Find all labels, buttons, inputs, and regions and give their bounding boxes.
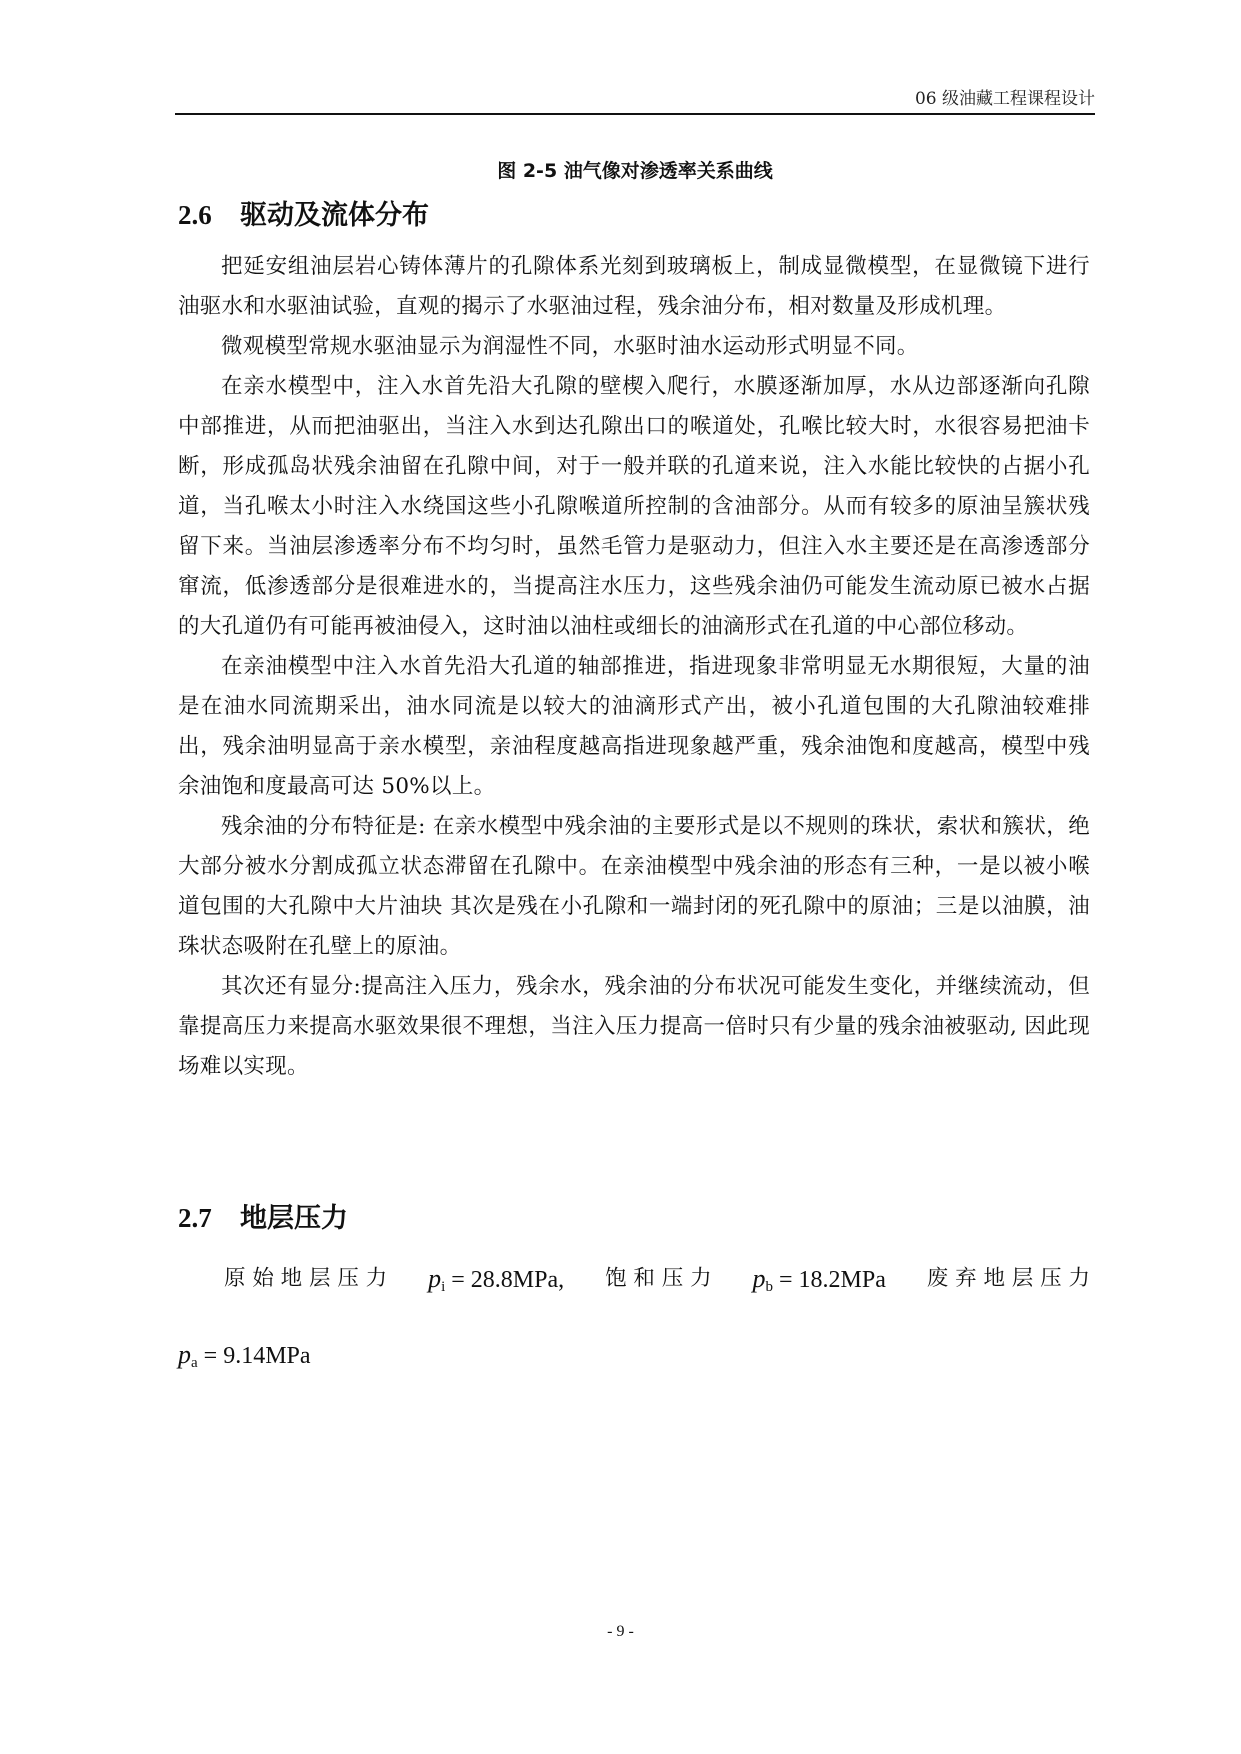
abandon-pressure-label: 废 弃 地 层 压 力 — [926, 1266, 1090, 1291]
paragraph: 在亲油模型中注入水首先沿大孔道的轴部推进，指进现象非常明显无水期很短，大量的油是在油水同流期采出，油水同流是以较大的油滴形式产出，被小孔道包围的大孔隙油较难排出，残余油明显高于亲水模型，亲油程度越高指进现象越严重，残余油饱和度越高，模型中残余油饱和度最高可达 50%以上。 — [178, 654, 1090, 799]
pressure-row — [178, 1340, 1090, 1378]
initial-pressure-label: 原 始 地 层 压 力 — [224, 1266, 388, 1291]
page-number: - 9 - — [607, 1623, 634, 1640]
section-number: 2.7 — [178, 1203, 212, 1233]
separator: , — [558, 1267, 565, 1293]
saturation-pressure-label: 饱 和 压 力 — [605, 1266, 712, 1291]
header-rule — [175, 113, 1095, 115]
initial-pressure-value: = 28.8MPa — [451, 1267, 559, 1293]
section-title: 地层压力 — [240, 1203, 348, 1234]
abandon-pressure-formula — [178, 1340, 311, 1371]
paragraph: 把延安组油层岩心铸体薄片的孔隙体系光刻到玻璃板上，制成显微模型，在显微镜下进行油驱水和水驱油试验，直观的揭示了水驱油过程，残余油分布，相对数量及形成机理。 — [178, 254, 1090, 319]
saturation-pressure-formula — [753, 1264, 886, 1302]
paragraph: 微观模型常规水驱油显示为润湿性不同，水驱时油水运动形式明显不同。 — [221, 334, 919, 359]
paragraph: 在亲水模型中，注入水首先沿大孔隙的壁楔入爬行，水膜逐渐加厚，水从边部逐渐向孔隙中部推进，从而把油驱出，当注入水到达孔隙出口的喉道处，孔喉比较大时，水很容易把油卡断，形成孤岛状残余油留在孔隙中间，对于一般并联的孔道来说，注入水能比较快的占据小孔道，当孔喉太小时注入水绕国这些小孔隙喉道所控制的含油部分。从而有较多的原油呈簇状残留下来。当油层渗透率分布不均匀时，虽然毛管力是驱动力，但注入水主要还是在高渗透部分窜流，低渗透部分是很难进水的，当提高注水压力，这些残余油仍可能发生流动原已被水占据的大孔道仍有可能再被油侵入，这时油以油柱或细长的油滴形式在孔道的中心部位移动。 — [178, 374, 1090, 639]
paragraph: 残余油的分布特征是: 在亲水模型中残余油的主要形式是以不规则的珠状，索状和簇状，绝大部分被水分割成孤立状态滞留在孔隙中。在亲油模型中残余油的形态有三种，一是以被小喉道包围的大孔隙中大片油块 其次是残在小孔隙和一端封闭的死孔隙中的原油；三是以油膜，油珠状态吸附在孔壁上的原油。 — [178, 814, 1090, 959]
section-title: 驱动及流体分布 — [240, 200, 429, 231]
pressure-symbol: p — [752, 1264, 766, 1293]
initial-pressure-formula — [428, 1264, 564, 1302]
section-number: 2.6 — [178, 200, 212, 230]
section-body-2-6 — [178, 247, 1090, 1087]
section-heading-2-7 — [178, 1201, 348, 1236]
pressure-formulas — [178, 1264, 1090, 1378]
running-header: 06 级油藏工程课程设计 — [914, 89, 1095, 109]
pressure-symbol: p — [178, 1340, 191, 1369]
section-heading-2-6 — [178, 198, 429, 233]
pressure-subscript: b — [765, 1279, 773, 1295]
abandon-pressure-value: = 9.14MPa — [203, 1343, 311, 1369]
pressure-row — [178, 1264, 1090, 1302]
paragraph: 其次还有显分:提高注入压力，残余水，残余油的分布状况可能发生变化，并继续流动，但靠提高压力来提高水驱效果很不理想，当注入压力提高一倍时只有少量的残余油被驱动, 因此现场难以实现。 — [178, 974, 1090, 1079]
figure-caption: 图 2-5 油气像对渗透率关系曲线 — [497, 160, 773, 182]
saturation-pressure-value: = 18.2MPa — [779, 1267, 886, 1293]
pressure-subscript: i — [441, 1279, 446, 1295]
pressure-subscript: a — [191, 1355, 198, 1371]
pressure-symbol: p — [428, 1264, 442, 1293]
